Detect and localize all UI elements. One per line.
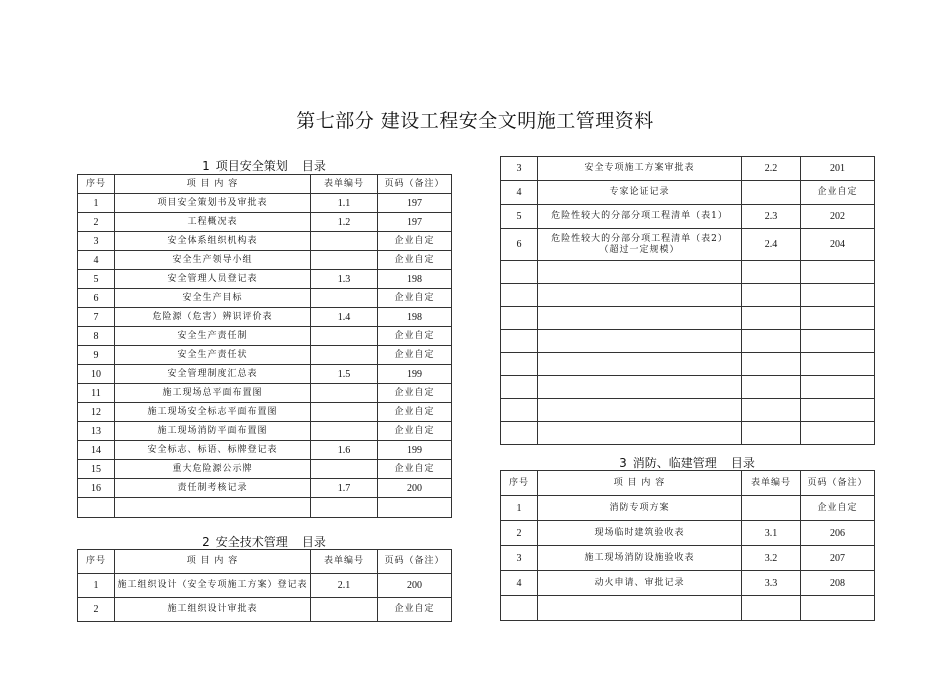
empty-cell bbox=[742, 284, 801, 307]
table-header-row bbox=[78, 550, 452, 574]
row-form-code bbox=[742, 496, 801, 521]
row-content-text: 危险源（危害）辨识评价表 bbox=[152, 311, 273, 322]
row-content-subtext: （超过一定规模） bbox=[599, 244, 680, 255]
row-content-text: 重大危险源公示牌 bbox=[172, 463, 253, 474]
empty-cell bbox=[78, 498, 115, 518]
empty-cell bbox=[801, 261, 875, 284]
row-form-code bbox=[311, 327, 378, 346]
col-header-page: 页码（备注） bbox=[801, 471, 875, 496]
empty-cell bbox=[801, 399, 875, 422]
row-form-code: 2.1 bbox=[311, 574, 378, 598]
row-form-code bbox=[311, 460, 378, 479]
row-number: 11 bbox=[78, 384, 115, 403]
row-content-text: 施工现场安全标志平面布置图 bbox=[147, 406, 278, 417]
row-number: 5 bbox=[78, 270, 115, 289]
row-form-code bbox=[311, 422, 378, 441]
empty-row bbox=[501, 399, 875, 422]
empty-cell bbox=[742, 307, 801, 330]
empty-cell bbox=[538, 330, 742, 353]
table-row bbox=[78, 441, 452, 460]
empty-cell bbox=[538, 261, 742, 284]
row-form-code: 2.4 bbox=[742, 229, 801, 261]
section1-table bbox=[77, 174, 452, 518]
row-content-text: 安全生产责任状 bbox=[177, 349, 248, 360]
row-form-code: 3.3 bbox=[742, 571, 801, 596]
row-number: 5 bbox=[501, 205, 538, 229]
table-row bbox=[78, 308, 452, 327]
empty-cell bbox=[501, 330, 538, 353]
row-page: 企业自定 bbox=[801, 181, 875, 205]
row-number: 2 bbox=[501, 521, 538, 546]
row-form-code bbox=[311, 232, 378, 251]
row-content-text: 安全管理人员登记表 bbox=[167, 273, 258, 284]
section2-title: 2 安全技术管理 目录 bbox=[202, 535, 326, 549]
row-form-code: 2.2 bbox=[742, 157, 801, 181]
empty-cell bbox=[742, 422, 801, 445]
empty-cell bbox=[538, 422, 742, 445]
row-number: 8 bbox=[78, 327, 115, 346]
empty-cell bbox=[538, 284, 742, 307]
row-content-text: 责任制考核记录 bbox=[177, 482, 248, 493]
row-content bbox=[115, 346, 311, 365]
row-form-code: 1.2 bbox=[311, 213, 378, 232]
row-content bbox=[538, 181, 742, 205]
empty-cell bbox=[501, 307, 538, 330]
empty-cell bbox=[538, 353, 742, 376]
row-content-text: 安全生产领导小组 bbox=[172, 254, 253, 265]
row-page: 企业自定 bbox=[378, 460, 452, 479]
col-header-no: 序号 bbox=[501, 471, 538, 496]
empty-cell bbox=[115, 498, 311, 518]
table-row bbox=[78, 346, 452, 365]
row-number: 1 bbox=[501, 496, 538, 521]
section2-table bbox=[77, 549, 452, 622]
row-content bbox=[115, 270, 311, 289]
row-number: 2 bbox=[78, 598, 115, 622]
section1-title: 1 项目安全策划 目录 bbox=[202, 159, 326, 173]
row-number: 4 bbox=[78, 251, 115, 270]
row-content bbox=[538, 521, 742, 546]
table-row bbox=[78, 403, 452, 422]
section2-continued-table bbox=[500, 156, 875, 445]
row-content-text: 动火申请、审批记录 bbox=[594, 577, 685, 588]
empty-row bbox=[501, 422, 875, 445]
empty-cell bbox=[801, 422, 875, 445]
row-content-text: 项目安全策划书及审批表 bbox=[157, 197, 268, 208]
row-form-code bbox=[311, 346, 378, 365]
empty-row bbox=[501, 261, 875, 284]
empty-cell bbox=[801, 376, 875, 399]
col-header-code: 表单编号 bbox=[311, 550, 378, 574]
table-row bbox=[78, 213, 452, 232]
table-row bbox=[78, 479, 452, 498]
table-row bbox=[78, 574, 452, 598]
row-page: 企业自定 bbox=[378, 384, 452, 403]
table-row bbox=[78, 460, 452, 479]
col-header-code: 表单编号 bbox=[742, 471, 801, 496]
section3-title: 3 消防、临建管理 目录 bbox=[619, 456, 755, 470]
empty-row bbox=[501, 330, 875, 353]
empty-cell bbox=[742, 353, 801, 376]
empty-cell bbox=[538, 399, 742, 422]
row-content bbox=[115, 213, 311, 232]
table-row bbox=[78, 384, 452, 403]
row-form-code: 1.4 bbox=[311, 308, 378, 327]
row-page: 企业自定 bbox=[378, 327, 452, 346]
row-form-code: 1.7 bbox=[311, 479, 378, 498]
row-page: 200 bbox=[378, 479, 452, 498]
row-content bbox=[115, 365, 311, 384]
row-number: 7 bbox=[78, 308, 115, 327]
row-content bbox=[538, 571, 742, 596]
row-form-code: 1.6 bbox=[311, 441, 378, 460]
row-page: 197 bbox=[378, 213, 452, 232]
row-number: 6 bbox=[501, 229, 538, 261]
row-page: 208 bbox=[801, 571, 875, 596]
row-content-text: 施工现场消防设施验收表 bbox=[584, 552, 695, 563]
row-content-text: 安全管理制度汇总表 bbox=[167, 368, 258, 379]
empty-cell bbox=[378, 498, 452, 518]
row-form-code: 3.2 bbox=[742, 546, 801, 571]
row-page: 200 bbox=[378, 574, 452, 598]
row-content bbox=[115, 194, 311, 213]
table-header-row bbox=[501, 471, 875, 496]
table-row bbox=[501, 521, 875, 546]
row-content bbox=[115, 308, 311, 327]
row-form-code bbox=[311, 251, 378, 270]
row-form-code: 1.1 bbox=[311, 194, 378, 213]
row-form-code: 2.3 bbox=[742, 205, 801, 229]
empty-row bbox=[501, 353, 875, 376]
row-content-text: 安全体系组织机构表 bbox=[167, 235, 258, 246]
row-form-code: 1.3 bbox=[311, 270, 378, 289]
table-row bbox=[501, 157, 875, 181]
empty-row bbox=[501, 376, 875, 399]
row-content bbox=[115, 422, 311, 441]
row-number: 14 bbox=[78, 441, 115, 460]
empty-cell bbox=[538, 307, 742, 330]
table-row bbox=[78, 365, 452, 384]
row-content-text: 危险性较大的分部分项工程清单（表1） bbox=[551, 211, 728, 221]
row-page: 企业自定 bbox=[378, 598, 452, 622]
row-content bbox=[115, 460, 311, 479]
section3-table bbox=[500, 470, 875, 621]
table-row bbox=[78, 251, 452, 270]
row-page: 企业自定 bbox=[378, 251, 452, 270]
empty-cell bbox=[742, 376, 801, 399]
row-content bbox=[115, 251, 311, 270]
empty-cell bbox=[742, 596, 801, 621]
table-row bbox=[78, 289, 452, 308]
empty-cell bbox=[501, 376, 538, 399]
empty-cell bbox=[801, 307, 875, 330]
row-form-code: 1.5 bbox=[311, 365, 378, 384]
table-row bbox=[501, 571, 875, 596]
row-page: 207 bbox=[801, 546, 875, 571]
col-header-no: 序号 bbox=[78, 550, 115, 574]
row-number: 2 bbox=[78, 213, 115, 232]
row-content-text: 施工组织设计（安全专项施工方案）登记表 bbox=[117, 580, 308, 590]
empty-row bbox=[78, 498, 452, 518]
row-page: 204 bbox=[801, 229, 875, 261]
row-page: 企业自定 bbox=[378, 403, 452, 422]
table-row bbox=[78, 598, 452, 622]
row-form-code bbox=[742, 181, 801, 205]
row-number: 6 bbox=[78, 289, 115, 308]
row-content-text: 安全标志、标语、标牌登记表 bbox=[147, 444, 278, 455]
row-content-text: 危险性较大的分部分项工程清单（表2） bbox=[551, 233, 728, 244]
table-row bbox=[78, 422, 452, 441]
row-content-text: 专家论证记录 bbox=[609, 187, 670, 197]
row-page: 202 bbox=[801, 205, 875, 229]
empty-cell bbox=[501, 261, 538, 284]
row-page: 201 bbox=[801, 157, 875, 181]
row-number: 4 bbox=[501, 181, 538, 205]
row-content-text: 安全生产目标 bbox=[182, 292, 243, 303]
col-header-code: 表单编号 bbox=[311, 175, 378, 194]
col-header-content: 项 目 内 容 bbox=[115, 175, 311, 194]
empty-cell bbox=[538, 596, 742, 621]
col-header-page: 页码（备注） bbox=[378, 175, 452, 194]
col-header-content: 项 目 内 容 bbox=[115, 550, 311, 574]
page-title: 第七部分 建设工程安全文明施工管理资料 bbox=[296, 110, 654, 132]
empty-cell bbox=[501, 353, 538, 376]
row-page: 企业自定 bbox=[801, 496, 875, 521]
row-content bbox=[115, 574, 311, 598]
row-content bbox=[115, 598, 311, 622]
empty-row bbox=[501, 284, 875, 307]
empty-cell bbox=[742, 399, 801, 422]
empty-cell bbox=[501, 399, 538, 422]
table-row bbox=[501, 546, 875, 571]
row-page: 197 bbox=[378, 194, 452, 213]
table-row bbox=[78, 327, 452, 346]
row-content bbox=[538, 205, 742, 229]
row-content bbox=[115, 232, 311, 251]
row-content-text: 施工组织设计审批表 bbox=[167, 604, 258, 614]
row-content bbox=[115, 479, 311, 498]
row-content-text: 安全生产责任制 bbox=[177, 330, 248, 341]
col-header-content: 项 目 内 容 bbox=[538, 471, 742, 496]
row-content bbox=[538, 496, 742, 521]
row-content-text: 安全专项施工方案审批表 bbox=[584, 163, 695, 173]
row-number: 16 bbox=[78, 479, 115, 498]
empty-cell bbox=[801, 284, 875, 307]
table-row bbox=[501, 496, 875, 521]
empty-cell bbox=[501, 422, 538, 445]
row-page: 198 bbox=[378, 270, 452, 289]
row-page: 199 bbox=[378, 441, 452, 460]
empty-cell bbox=[501, 596, 538, 621]
row-content bbox=[115, 403, 311, 422]
empty-row bbox=[501, 307, 875, 330]
empty-cell bbox=[538, 376, 742, 399]
row-content-text: 施工现场总平面布置图 bbox=[162, 387, 263, 398]
empty-cell bbox=[801, 330, 875, 353]
empty-row bbox=[501, 596, 875, 621]
row-number: 3 bbox=[78, 232, 115, 251]
row-form-code bbox=[311, 403, 378, 422]
row-number: 1 bbox=[78, 194, 115, 213]
row-content bbox=[115, 289, 311, 308]
row-content bbox=[115, 327, 311, 346]
row-page: 企业自定 bbox=[378, 346, 452, 365]
table-row bbox=[78, 194, 452, 213]
row-form-code bbox=[311, 384, 378, 403]
empty-cell bbox=[742, 261, 801, 284]
table-row bbox=[78, 232, 452, 251]
empty-cell bbox=[801, 353, 875, 376]
row-content bbox=[538, 157, 742, 181]
row-content bbox=[538, 546, 742, 571]
table-row bbox=[78, 270, 452, 289]
row-page: 198 bbox=[378, 308, 452, 327]
row-number: 15 bbox=[78, 460, 115, 479]
row-number: 12 bbox=[78, 403, 115, 422]
empty-cell bbox=[801, 596, 875, 621]
row-form-code bbox=[311, 598, 378, 622]
row-content-text: 施工现场消防平面布置图 bbox=[157, 425, 268, 436]
row-number: 13 bbox=[78, 422, 115, 441]
row-number: 10 bbox=[78, 365, 115, 384]
table-row bbox=[501, 205, 875, 229]
row-content bbox=[538, 229, 742, 261]
table-row bbox=[501, 229, 875, 261]
row-content-text: 消防专项方案 bbox=[609, 502, 670, 513]
row-content-text: 工程概况表 bbox=[187, 216, 238, 227]
col-header-no: 序号 bbox=[78, 175, 115, 194]
row-form-code bbox=[311, 289, 378, 308]
row-page: 企业自定 bbox=[378, 232, 452, 251]
row-page: 206 bbox=[801, 521, 875, 546]
col-header-page: 页码（备注） bbox=[378, 550, 452, 574]
row-page: 企业自定 bbox=[378, 289, 452, 308]
empty-cell bbox=[742, 330, 801, 353]
row-page: 企业自定 bbox=[378, 422, 452, 441]
row-number: 4 bbox=[501, 571, 538, 596]
row-content-text: 现场临时建筑验收表 bbox=[594, 527, 685, 538]
empty-cell bbox=[311, 498, 378, 518]
row-number: 9 bbox=[78, 346, 115, 365]
row-content bbox=[115, 441, 311, 460]
table-header-row bbox=[78, 175, 452, 194]
row-page: 199 bbox=[378, 365, 452, 384]
row-form-code: 3.1 bbox=[742, 521, 801, 546]
row-number: 3 bbox=[501, 546, 538, 571]
row-number: 3 bbox=[501, 157, 538, 181]
row-content bbox=[115, 384, 311, 403]
row-number: 1 bbox=[78, 574, 115, 598]
empty-cell bbox=[501, 284, 538, 307]
table-row bbox=[501, 181, 875, 205]
